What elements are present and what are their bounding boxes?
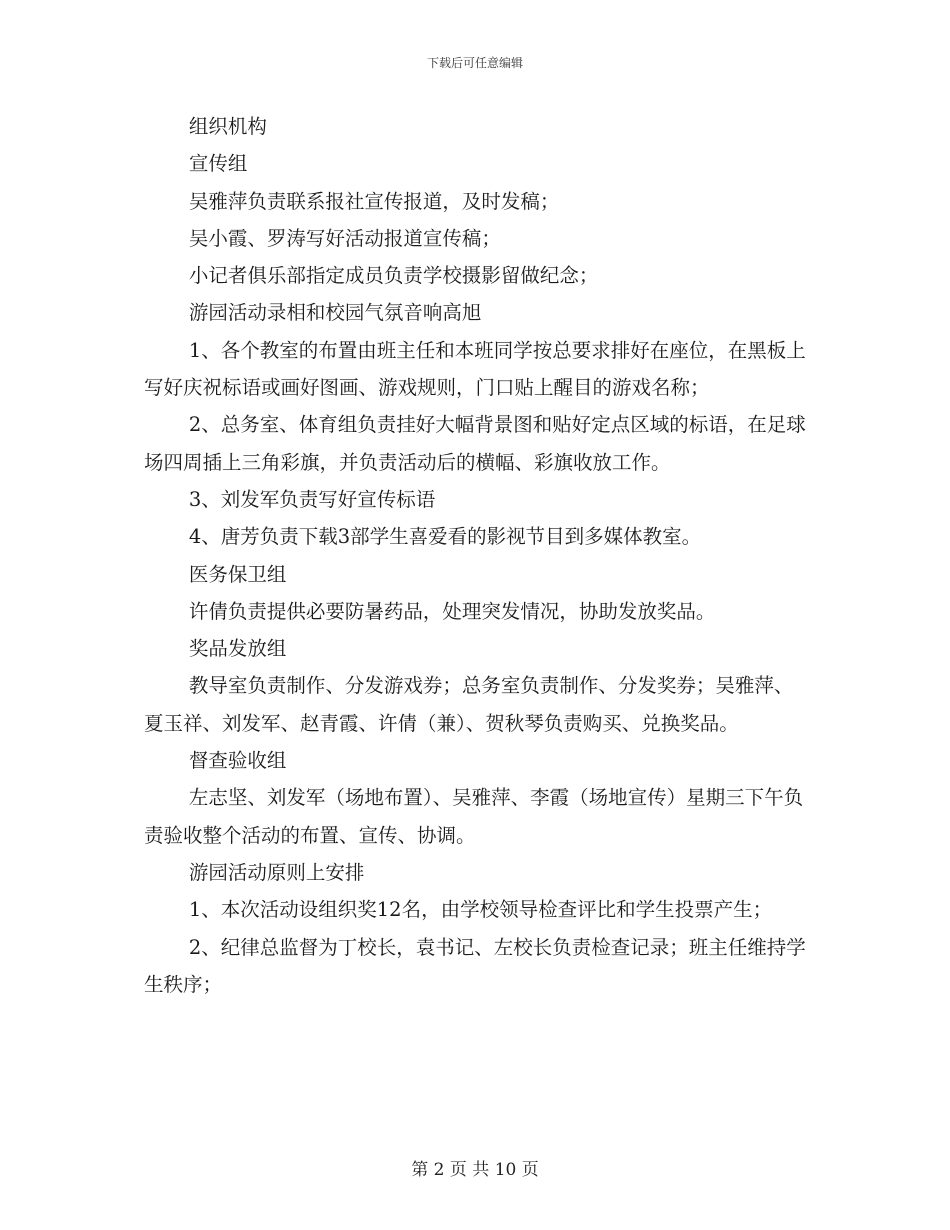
page-header: 下载后可任意编辑 — [426, 56, 523, 70]
page-footer: 第 2 页 共 10 页 — [411, 1160, 539, 1180]
paragraph: 游园活动录相和校园气氛音响高旭 — [188, 301, 482, 325]
paragraph: 4、唐芳负责下载3部学生喜爱看的影视节目到多媒体教室。 — [188, 525, 702, 549]
paragraph: 2、总务室、体育组负责挂好大幅背景图和贴好定点区域的标语，在足球场四周插上三角彩旗，并负责活动后的横幅、彩旗收放工作。 — [144, 413, 806, 474]
document-body — [144, 108, 808, 1003]
paragraph: 教导室负责制作、分发游戏券；总务室负责制作、分发奖券；吴雅萍、夏玉祥、刘发军、赵青霞、许倩（兼）、贺秋琴负责购买、兑换奖品。 — [144, 674, 794, 735]
paragraph: 1、各个教室的布置由班主任和本班同学按总要求排好在座位，在黑板上写好庆祝标语或画好图画、游戏规则，门口贴上醒目的游戏名称； — [144, 338, 806, 400]
heading-organization: 组织机构 — [188, 115, 267, 138]
heading-publicity-group: 宣传组 — [188, 152, 248, 176]
paragraph: 吴雅萍负责联系报社宣传报道，及时发稿； — [188, 189, 560, 213]
heading-prize-group: 奖品发放组 — [188, 637, 287, 661]
paragraph: 1、本次活动设组织奖12名，由学校领导检查评比和学生投票产生； — [188, 898, 773, 922]
heading-medical-security-group: 医务保卫组 — [188, 562, 287, 586]
heading-arrangement: 游园活动原则上安排 — [188, 860, 365, 884]
paragraph: 吴小霞、罗涛写好活动报道宣传稿； — [188, 226, 501, 250]
paragraph: 2、纪律总监督为丁校长，袁书记、左校长负责检查记录；班主任维持学生秩序； — [144, 935, 806, 996]
paragraph: 许倩负责提供必要防暑药品，处理突发情况，协助发放奖品。 — [188, 599, 716, 623]
paragraph: 小记者俱乐部指定成员负责学校摄影留做纪念； — [188, 264, 599, 288]
paragraph: 左志坚、刘发军（场地布置）、吴雅萍、李霞（场地宣传）星期三下午负责验收整个活动的布置、宣传、协调。 — [144, 786, 804, 847]
heading-inspection-group: 督查验收组 — [188, 749, 287, 773]
paragraph: 3、刘发军负责写好宣传标语 — [188, 487, 436, 511]
